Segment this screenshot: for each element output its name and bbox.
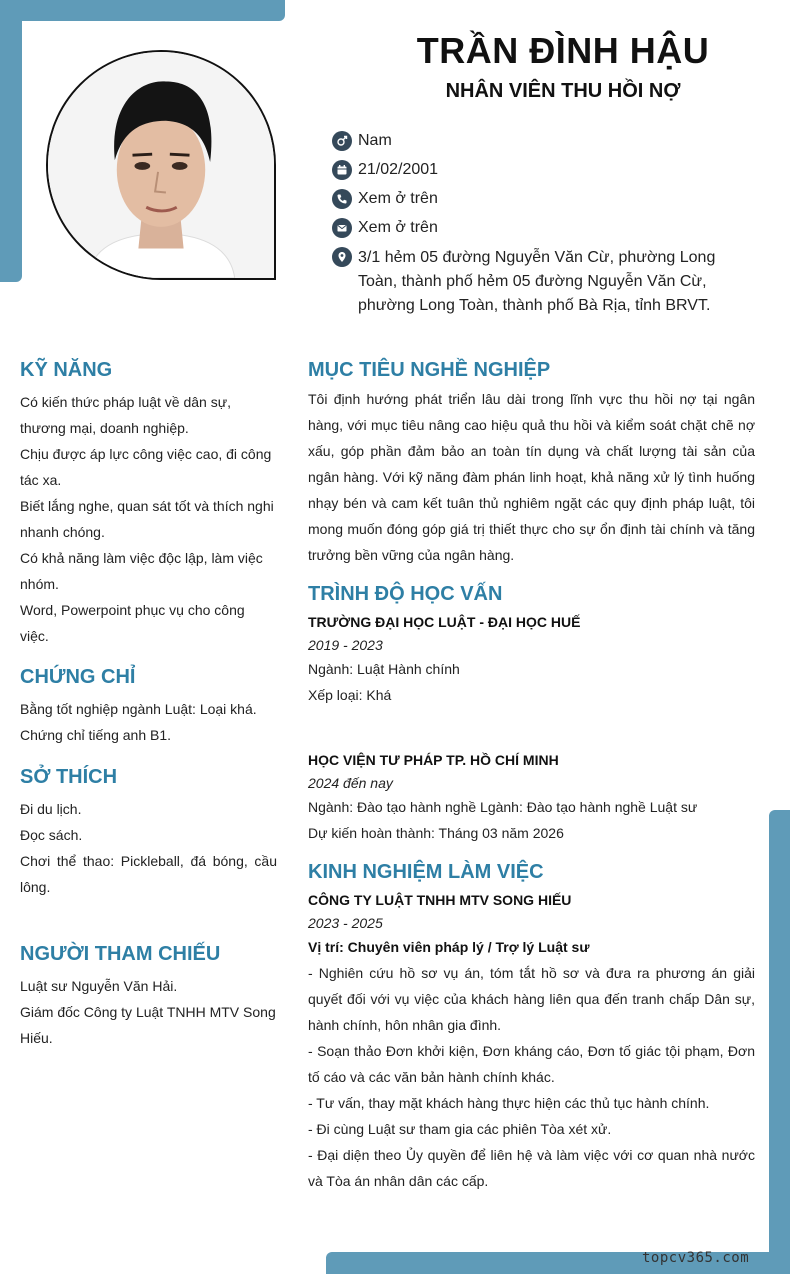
reference-item: Giám đốc Công ty Luật TNHH MTV Song Hiếu.	[20, 1004, 276, 1046]
hobby-item: Chơi thể thao: Pickleball, đá bóng, cầu lông.	[20, 853, 277, 895]
education-detail: Dự kiến hoàn thành: Tháng 03 năm 2026	[308, 825, 564, 841]
education-period: 2019 - 2023	[308, 637, 383, 653]
skills-title: KỸ NĂNG	[20, 359, 113, 381]
skill-item: Có khả năng làm việc độc lập, làm việc nhóm.	[20, 550, 263, 592]
contact-address	[332, 246, 757, 318]
certificates-title: CHỨNG CHỈ	[20, 666, 136, 688]
email-icon	[332, 218, 352, 238]
skill-item: Chịu được áp lực công việc cao, đi công tác xa.	[20, 446, 272, 488]
reference-item: Luật sư Nguyễn Văn Hải.	[20, 978, 178, 994]
gender-icon	[332, 131, 352, 151]
birthdate-value: 21/02/2001	[358, 161, 439, 178]
frame-bar-left	[0, 0, 22, 282]
address-value: 3/1 hẻm 05 đường Nguyễn Văn Cừ, phường Long Toàn, thành phố hẻm 05 đường Nguyễn Văn Cừ, phường Long Toàn, thành phố Bà Rịa, tỉnh BRVT.	[358, 249, 716, 314]
profile-photo	[46, 50, 276, 280]
left-column	[20, 356, 277, 1051]
experience-duty: - Đi cùng Luật sư tham gia các phiên Tòa xét xử.	[308, 1121, 612, 1137]
education-school: TRƯỜNG ĐẠI HỌC LUẬT - ĐẠI HỌC HUẾ	[308, 614, 581, 630]
certificate-item: Chứng chỉ tiếng anh B1.	[20, 727, 172, 743]
frame-bar-top	[0, 0, 285, 21]
contact-birthdate	[332, 159, 757, 181]
education-title: TRÌNH ĐỘ HỌC VẤN	[308, 583, 503, 605]
certificate-item: Bằng tốt nghiệp ngành Luật: Loại khá.	[20, 701, 257, 717]
experience-company: CÔNG TY LUẬT TNHH MTV SONG HIẾU	[308, 892, 572, 908]
education-period: 2024 đến nay	[308, 775, 393, 791]
email-value: Xem ở trên	[358, 219, 438, 236]
frame-bar-right	[769, 810, 790, 1274]
experience-duty: - Soạn thảo Đơn khởi kiện, Đơn kháng cáo, Đơn tố giác tội phạm, Đơn tố cáo và các văn bản hành chính khác.	[308, 1043, 755, 1085]
experience-duty: - Đại diện theo Ủy quyền để liên hệ và làm việc với cơ quan nhà nước và Tòa án nhân dân các cấp.	[308, 1147, 755, 1189]
contact-info	[332, 130, 757, 325]
experience-position: Vị trí: Chuyên viên pháp lý / Trợ lý Luật sư	[308, 939, 590, 955]
education-detail: Xếp loại: Khá	[308, 687, 392, 703]
job-title: NHÂN VIÊN THU HỒI NỢ	[445, 80, 681, 102]
contact-email	[332, 217, 757, 239]
objective-text: Tôi định hướng phát triển lâu dài trong lĩnh vực thu hồi nợ tại ngân hàng, với mục tiêu nâng cao hiệu quả thu hồi và kiểm soát chặt chẽ nợ xấu, góp phần đảm bảo an toàn tín dụng và chất lượng tài sản của ngân hàng. Với kỹ năng đàm phán linh hoạt, khả năng xử lý tình huống nhạy bén và cam kết tuân thủ nghiêm ngặt các quy định pháp luật, tôi mong muốn đóng góp giá trị thiết thực cho sự ổn định tài chính và tăng trưởng bền vững của ngân hàng.	[308, 391, 755, 563]
education-detail: Ngành: Đào tạo hành nghề Lgành: Đào tạo hành nghề Luật sư	[308, 799, 698, 815]
references-title: NGƯỜI THAM CHIẾU	[20, 943, 221, 965]
skill-item: Có kiến thức pháp luật về dân sự, thương mại, doanh nghiệp.	[20, 394, 231, 436]
location-pin-icon	[332, 247, 352, 267]
objective-title: MỤC TIÊU NGHỀ NGHIỆP	[308, 359, 551, 381]
skill-item: Biết lắng nghe, quan sát tốt và thích nghi nhanh chóng.	[20, 498, 274, 540]
watermark: topcv365.com	[642, 1250, 750, 1266]
education-school: HỌC VIỆN TƯ PHÁP TP. HỒ CHÍ MINH	[308, 752, 559, 768]
skill-item: Word, Powerpoint phục vụ cho công việc.	[20, 602, 245, 644]
experience-duty: - Nghiên cứu hồ sơ vụ án, tóm tắt hồ sơ và đưa ra phương án giải quyết đối với vụ việc của khách hàng liên qua đến tranh chấp Dân sự, hành chính, hôn nhân gia đình.	[308, 965, 755, 1033]
hobby-item: Đọc sách.	[20, 827, 83, 843]
experience-duty: - Tư vấn, thay mặt khách hàng thực hiện các thủ tục hành chính.	[308, 1095, 710, 1111]
gender-value: Nam	[358, 132, 392, 149]
phone-value: Xem ở trên	[358, 190, 438, 207]
hobbies-title: SỞ THÍCH	[20, 766, 118, 788]
education-detail: Ngành: Luật Hành chính	[308, 661, 460, 677]
experience-period: 2023 - 2025	[308, 915, 383, 931]
contact-phone	[332, 188, 757, 210]
experience-title: KINH NGHIỆM LÀM VIỆC	[308, 861, 544, 883]
phone-icon	[332, 189, 352, 209]
right-column	[308, 356, 755, 1194]
hobby-item: Đi du lịch.	[20, 801, 82, 817]
contact-gender	[332, 130, 757, 152]
calendar-icon	[332, 160, 352, 180]
candidate-name: TRẦN ĐÌNH HẬU	[416, 30, 710, 71]
